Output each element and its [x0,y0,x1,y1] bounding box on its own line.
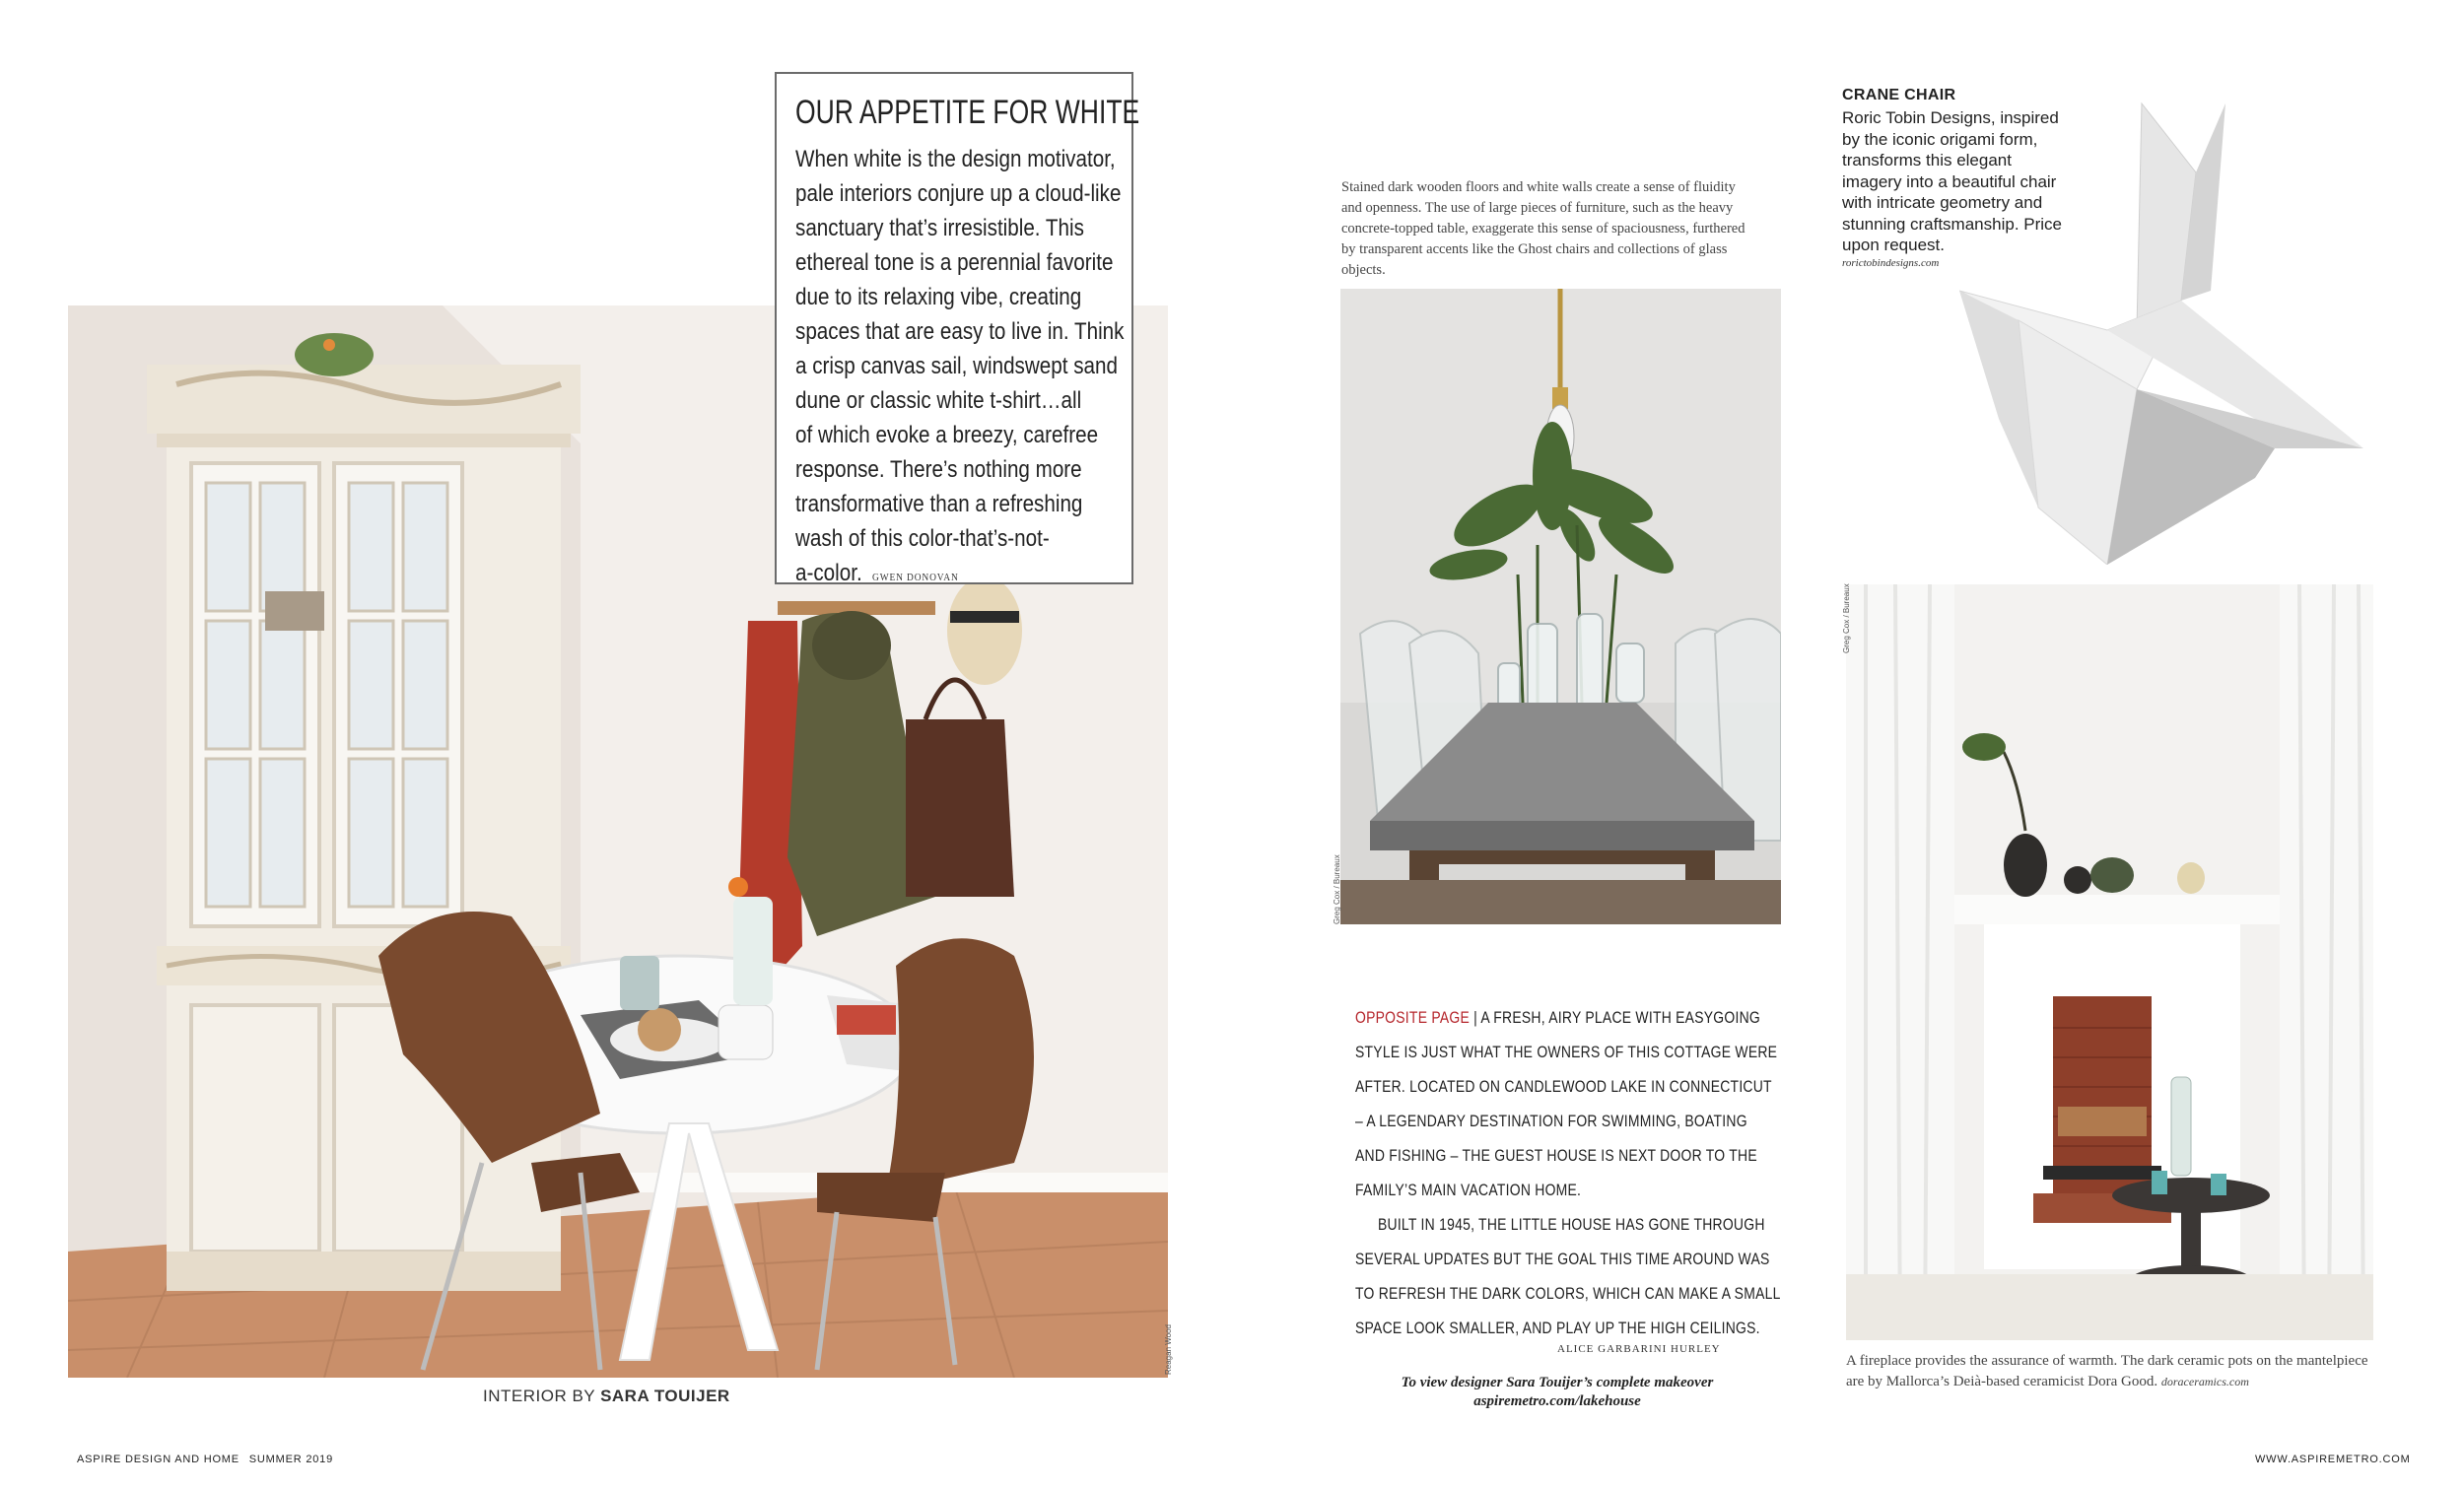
dining-illustration [1340,289,1781,924]
intro-title: OUR APPETITE FOR WHITE [795,94,1140,131]
intro-line: When white is the design motivator, [795,146,1116,172]
intro-line: of which evoke a breezy, carefree [795,422,1099,448]
intro-line: due to its relaxing vibe, creating [795,284,1082,310]
story-text [1355,1000,1781,1345]
makeover-url: aspiremetro.com/lakehouse [1473,1393,1641,1409]
story-line: – A LEGENDARY DESTINATION FOR SWIMMING, BOATING [1355,1112,1747,1130]
crane-chair-image [1959,94,2383,565]
fireplace-photo [1846,584,2373,1340]
dining-caption: Stained dark wooden floors and white walls create a sense of fluidity and openness. The use of large pieces of furniture, such as the heavy concrete-topped table, exaggerate this sense of spaciousness, furthered by transparent accents like the Ghost chairs and collections of glass objects. [1341,179,1745,278]
footer-magazine-name: ASPIRE DESIGN AND HOME [77,1454,240,1465]
fireplace-caption [1846,1351,2378,1392]
footer-magazine [77,1454,333,1465]
fireplace-caption-url: doraceramics.com [2160,1375,2249,1388]
story-line: SEVERAL UPDATES BUT THE GOAL THIS TIME AROUND WAS [1355,1250,1770,1268]
story-first-line [1355,1000,1761,1035]
story-lead: OPPOSITE PAGE [1355,1008,1471,1027]
intro-line: transformative than a refreshing [795,491,1083,517]
intro-line: spaces that are easy to live in. Think [795,318,1125,345]
intro-box [775,72,1140,586]
intro-line: dune or classic white t-shirt…all [795,387,1082,414]
story-line: AFTER. LOCATED ON CANDLEWOOD LAKE IN CONNECTICUT [1355,1077,1772,1096]
crane-chair-description: Roric Tobin Designs, inspired by the iconic origami form, transforms this elegant imagery into a beautiful chair with intricate geometry and stunning craftsmanship. Price upon request. [1842,108,2062,254]
story-author: ALICE GARBARINI HURLEY [1557,1343,1721,1355]
interior-credit-name: SARA TOUIJER [600,1387,730,1405]
intro-line: response. There’s nothing more [795,456,1082,483]
intro-line: sanctuary that’s irresistible. This [795,215,1084,241]
crane-chair-illustration [1959,94,2383,565]
intro-line: pale interiors conjure up a cloud-like [795,180,1122,207]
story-line: STYLE IS JUST WHAT THE OWNERS OF THIS COTTAGE WERE [1355,1043,1778,1061]
intro-last-line [795,556,1071,595]
intro-author: GWEN DONOVAN [872,572,959,583]
story-line: A FRESH, AIRY PLACE WITH EASYGOING [1480,1008,1761,1027]
crane-chair-title: CRANE CHAIR [1842,87,1956,103]
interior-credit-prefix: INTERIOR BY [483,1387,595,1405]
story-line: BUILT IN 1945, THE LITTLE HOUSE HAS GONE THROUGH [1377,1215,1765,1234]
dining-photo-credit: Greg Cox / Bureaux [1333,854,1341,924]
crane-chair-url: rorictobindesigns.com [1842,257,1940,269]
fireplace-photo-credit: Greg Cox / Bureaux [1842,583,1851,653]
kitchen-photo-credit: Reagan Wood [1164,1324,1173,1375]
fireplace-caption-text: A fireplace provides the assurance of warmth. The dark ceramic pots on the mantelpiece are by Mallorca’s Deià-based ceramicist Dora Good. [1846,1353,2368,1389]
interior-credit [483,1387,730,1406]
story-line: TO REFRESH THE DARK COLORS, WHICH CAN MAKE A SMALL [1355,1284,1781,1303]
intro-line: ethereal tone is a perennial favorite [795,249,1114,276]
makeover-line: To view designer Sara Touijer’s complete makeover [1401,1375,1714,1390]
intro-line: wash of this color-that’s-not- [795,525,1050,552]
intro-body [795,142,1125,595]
fireplace-illustration [1846,584,2373,1340]
intro-line: a crisp canvas sail, windswept sand [795,353,1118,379]
story-separator: | [1470,1008,1481,1027]
story-line: SPACE LOOK SMALLER, AND PLAY UP THE HIGH CEILINGS. [1355,1319,1760,1337]
intro-line: a-color. [795,560,862,586]
footer-website[interactable]: WWW.ASPIREMETRO.COM [2255,1454,2411,1465]
footer-issue: SUMMER 2019 [248,1454,333,1465]
story-line: FAMILY’S MAIN VACATION HOME. [1355,1181,1582,1199]
story-line: AND FISHING – THE GUEST HOUSE IS NEXT DOOR TO THE [1355,1146,1757,1165]
dining-photo [1340,289,1781,924]
makeover-note [1340,1374,1774,1411]
